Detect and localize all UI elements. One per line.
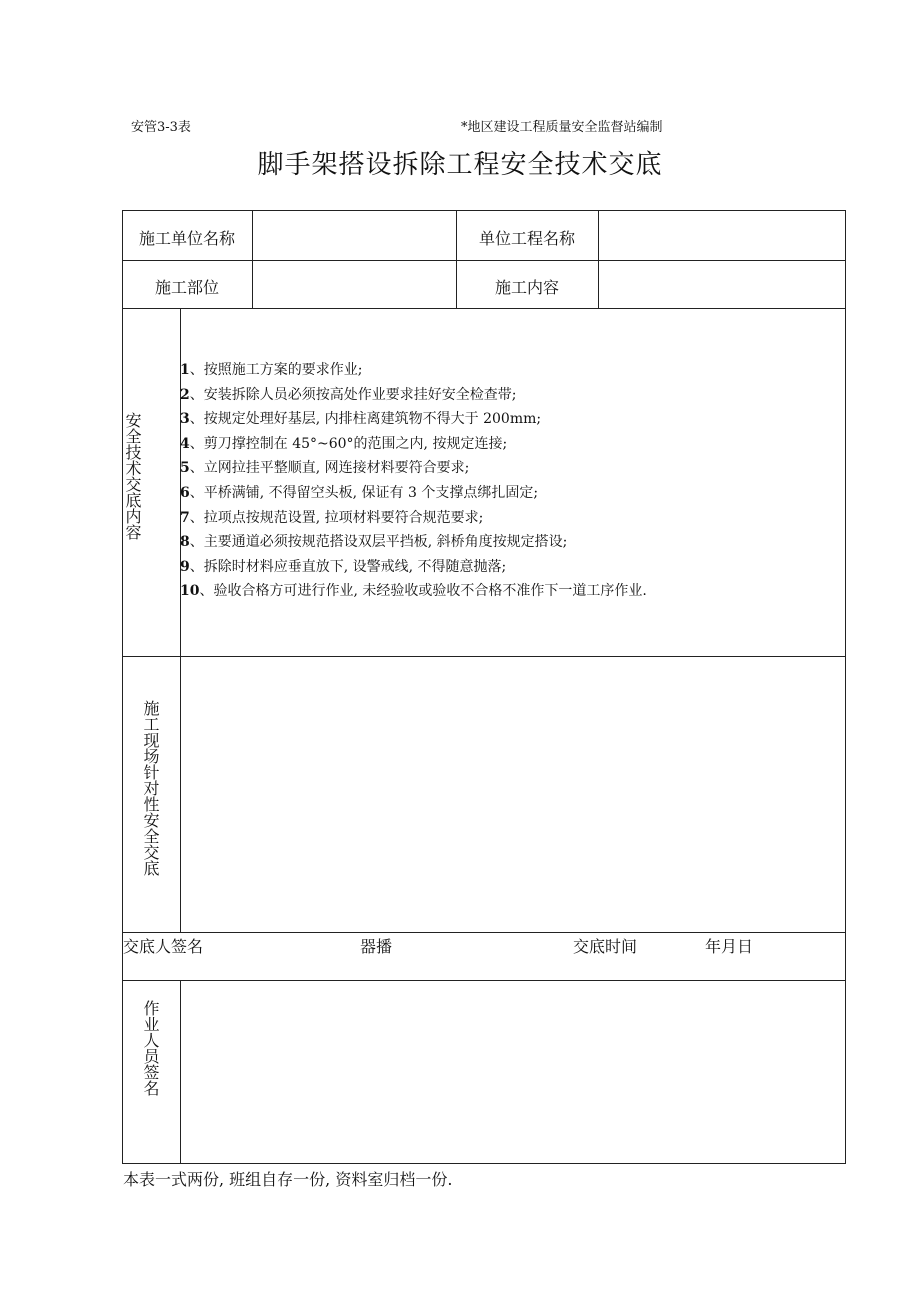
broadcast-label: 器播	[360, 937, 393, 956]
list-item	[180, 481, 647, 506]
document-title: 脚手架搭设拆除工程安全技术交底	[257, 150, 663, 180]
item-text: 、拉项点按规范设置, 拉项材料要符合规范要求;	[189, 509, 484, 526]
item-text: 、按规定处理好基层, 内排柱离建筑物不得大于 200mm;	[189, 411, 542, 428]
item-number: 9	[180, 558, 190, 575]
item-number: 4	[180, 435, 190, 452]
field-project-name[interactable]	[598, 226, 846, 246]
signer-label: 交底人签名	[123, 937, 204, 956]
item-number: 1	[180, 362, 190, 378]
list-item	[180, 506, 647, 531]
footer-note: 本表一式两份, 班组自存一份, 资料室归档一份.	[123, 1170, 453, 1189]
label-technical-content: 安全技术交底内容	[123, 412, 142, 540]
label-construction-part: 施工部位	[154, 278, 219, 297]
list-item	[180, 530, 647, 555]
row-divider	[122, 932, 846, 933]
form-code: 安管3-3表	[131, 120, 191, 135]
label-construction-unit: 施工单位名称	[138, 229, 235, 248]
label-project-name: 单位工程名称	[478, 229, 575, 248]
technical-items-list	[180, 358, 647, 604]
col-divider	[180, 980, 181, 1164]
list-item	[180, 358, 647, 383]
item-text: 、验收合格方可进行作业, 未经验收或验收不合格不准作下一道工序作业.	[199, 583, 647, 600]
item-number: 10	[180, 583, 200, 600]
row-divider	[122, 980, 846, 981]
site-briefing-area[interactable]	[182, 658, 844, 930]
item-text: 、平桥满铺, 不得留空头板, 保证有 3 个支撑点绑扎固定;	[189, 484, 539, 501]
briefing-time-label: 交底时间	[573, 937, 638, 956]
row-divider	[122, 308, 846, 309]
item-text: 、安装拆除人员必须按高处作业要求挂好安全检查带;	[189, 386, 517, 403]
issuer-line: *地区建设工程质量安全监督站编制	[461, 120, 663, 135]
item-number: 6	[180, 484, 190, 501]
label-construction-content: 施工内容	[494, 278, 559, 297]
item-number: 2	[180, 386, 190, 403]
item-text: 、按照施工方案的要求作业;	[189, 362, 363, 378]
list-item	[180, 555, 647, 580]
list-item	[180, 579, 647, 604]
label-site-briefing: 施工现场针对性安全交底	[141, 700, 160, 876]
field-construction-unit[interactable]	[252, 226, 456, 246]
item-number: 3	[180, 411, 190, 428]
row-divider	[122, 260, 846, 261]
label-worker-signatures: 作业人员签名	[141, 1000, 160, 1096]
list-item	[180, 383, 647, 408]
item-text: 、立网拉挂平整顺直, 网连接材料要符合要求;	[189, 460, 470, 477]
item-number: 5	[180, 460, 190, 477]
item-text: 、剪刀撑控制在 45°~60°的范围之内, 按规定连接;	[189, 435, 508, 452]
item-number: 8	[180, 534, 190, 551]
item-text: 、拆除时材料应垂直放下, 设警戒线, 不得随意抛落;	[189, 558, 507, 575]
worker-signature-area[interactable]	[182, 982, 844, 1162]
date-label: 年月日	[705, 937, 754, 956]
list-item	[180, 432, 647, 457]
field-construction-part[interactable]	[252, 275, 456, 295]
item-text: 、主要通道必须按规范搭设双层平挡板, 斜桥角度按规定搭设;	[189, 534, 568, 551]
row-divider	[122, 656, 846, 657]
list-item	[180, 456, 647, 481]
list-item	[180, 407, 647, 432]
field-construction-content[interactable]	[598, 275, 846, 295]
item-number: 7	[180, 509, 190, 526]
